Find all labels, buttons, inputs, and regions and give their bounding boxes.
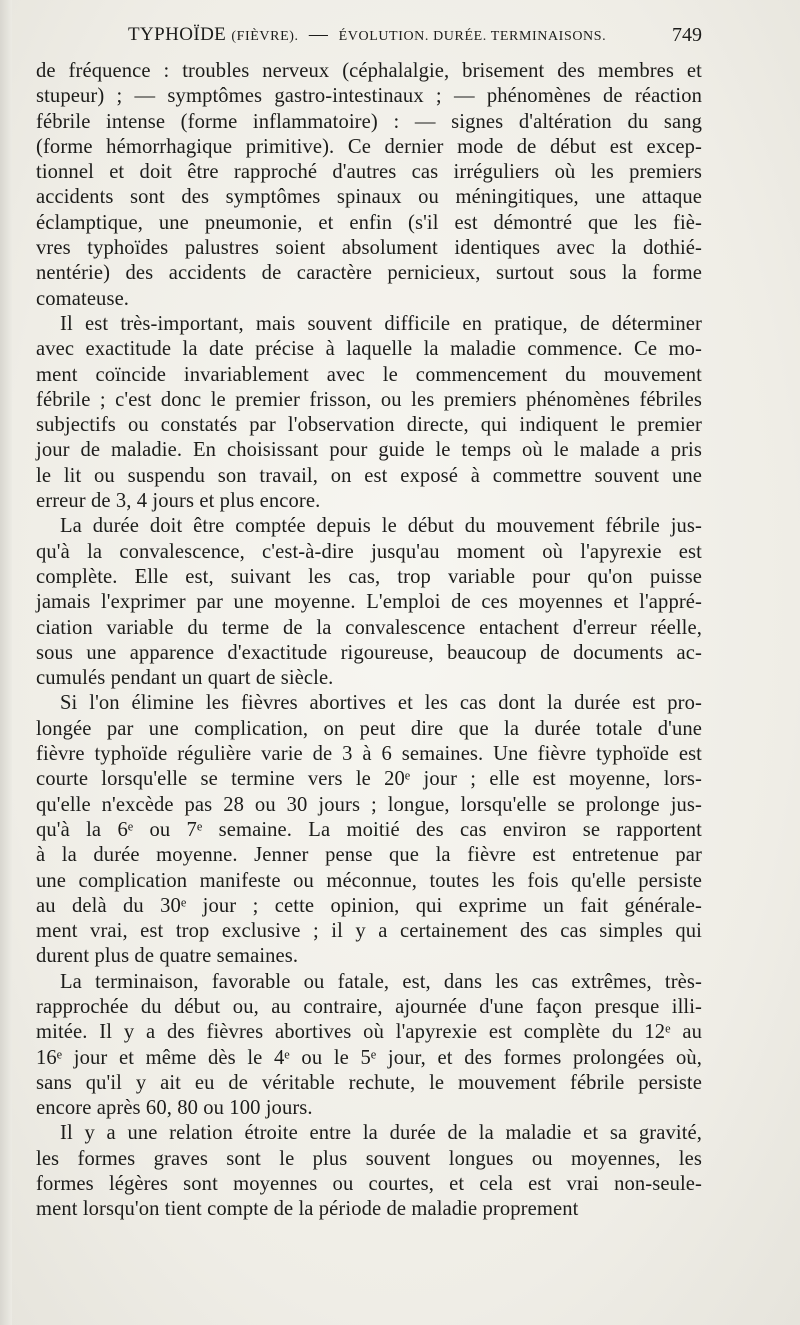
text-line: longée par une complication, on peut dire que la durée totale d'une [36, 717, 702, 740]
text-line: ment coïncide invariablement avec le commencement du mouvement [36, 363, 702, 386]
running-title-paren: (FIÈVRE). [231, 29, 299, 44]
paragraph [36, 514, 702, 691]
text-line: formes légères sont moyennes ou courtes, et cela est vrai non-seule- [36, 1173, 702, 1196]
paragraph [36, 1121, 702, 1222]
text-line: 16ᵉ jour et même dès le 4ᵉ ou le 5ᵉ jour, et des formes prolongées où, [36, 1046, 702, 1069]
running-title-section: ÉVOLUTION. DURÉE. TERMINAISONS. [338, 29, 607, 44]
text-line: ciation variable du terme de la convalescence entachent d'erreur réelle, [36, 616, 702, 639]
text-line: Il y a une relation étroite entre la durée de la maladie et sa gravité, [60, 1122, 702, 1145]
text-line: La terminaison, favorable ou fatale, est, dans les cas extrêmes, très- [60, 970, 702, 993]
text-line: durent plus de quatre semaines. [36, 945, 299, 968]
text-line: cumulés pendant un quart de siècle. [36, 667, 334, 690]
text-line: qu'elle n'excède pas 28 ou 30 jours ; longue, lorsqu'elle se prolonge jus- [36, 793, 702, 816]
text-line: fébrile ; c'est donc le premier frisson, ou les premiers phénomènes fébriles [36, 388, 702, 411]
text-line: complète. Elle est, suivant les cas, trop variable pour qu'on puisse [36, 565, 702, 588]
text-line: erreur de 3, 4 jours et plus encore. [36, 490, 321, 513]
running-title-main: TYPHOÏDE [128, 24, 227, 45]
text-line: (forme hémorrhagique primitive). Ce dernier mode de début est excep- [36, 135, 702, 158]
text-line: mitée. Il y a des fièvres abortives où l'apyrexie est complète du 12ᵉ au [36, 1021, 702, 1044]
text-line: les formes graves sont le plus souvent longues ou moyennes, les [36, 1147, 702, 1170]
text-line: La durée doit être comptée depuis le début du mouvement fébrile jus- [60, 515, 702, 538]
text-line: le lit ou suspendu son travail, on est exposé à commettre souvent une [36, 464, 702, 487]
text-line: accidents sont des symptômes spinaux ou méningitiques, une attaque [36, 186, 702, 209]
page-number: 749 [672, 24, 702, 46]
running-title-dash: — [308, 24, 329, 45]
text-line: courte lorsqu'elle se termine vers le 20ᵉ jour ; elle est moyenne, lors- [36, 768, 702, 791]
paragraph [36, 59, 702, 312]
body-text [36, 59, 702, 1223]
text-line: subjectifs ou constatés par l'observation directe, qui indiquent le premier [36, 414, 702, 437]
text-line: sous une apparence d'exactitude rigoureuse, beaucoup de documents ac- [36, 641, 702, 664]
text-line: fébrile intense (forme inflammatoire) : — signes d'altération du sang [36, 110, 702, 133]
running-header [128, 24, 702, 52]
text-line: Il est très-important, mais souvent difficile en pratique, de déterminer [60, 312, 702, 335]
text-line: ment lorsqu'on tient compte de la période de maladie proprement [36, 1198, 579, 1221]
text-line: à la durée moyenne. Jenner pense que la fièvre est entretenue par [36, 844, 702, 867]
text-line: de fréquence : troubles nerveux (céphalalgie, brisement des membres et [36, 60, 702, 82]
page-gutter-shadow [0, 0, 12, 1325]
text-line: sans qu'il y ait eu de véritable rechute, le mouvement fébrile persiste [36, 1071, 702, 1094]
paragraph [36, 691, 702, 969]
text-line: rapprochée du début ou, au contraire, ajournée d'une façon presque illi- [36, 995, 702, 1018]
text-line: éclamptique, une pneumonie, et enfin (s'il est démontré que les fiè- [36, 211, 702, 234]
text-line: fièvre typhoïde régulière varie de 3 à 6 semaines. Une fièvre typhoïde est [36, 743, 702, 766]
text-line: nentérie) des accidents de caractère pernicieux, surtout sous la forme [36, 262, 702, 285]
text-line: tionnel et doit être rapproché d'autres cas irréguliers où les premiers [36, 161, 702, 184]
paragraph [36, 970, 702, 1122]
text-line: avec exactitude la date précise à laquelle la maladie commence. Ce mo- [36, 338, 702, 361]
running-title [128, 24, 606, 46]
text-line: stupeur) ; — symptômes gastro-intestinaux ; — phénomènes de réaction [36, 85, 702, 108]
text-line: jour de maladie. En choisissant pour guide le temps où le malade a pris [36, 439, 702, 462]
text-line: comateuse. [36, 287, 130, 310]
text-line: qu'à la convalescence, c'est-à-dire jusqu'au moment où l'apyrexie est [36, 540, 702, 563]
paragraph [36, 312, 702, 514]
text-line: vres typhoïdes palustres soient absolument identiques avec la dothié- [36, 237, 702, 260]
text-line: encore après 60, 80 ou 100 jours. [36, 1097, 313, 1120]
text-line: au delà du 30ᵉ jour ; cette opinion, qui exprime un fait générale- [36, 894, 702, 917]
text-line: une complication manifeste ou méconnue, toutes les fois qu'elle persiste [36, 869, 702, 892]
text-line: Si l'on élimine les fièvres abortives et les cas dont la durée est pro- [60, 692, 702, 715]
text-line: qu'à la 6ᵉ ou 7ᵉ semaine. La moitié des cas environ se rapportent [36, 818, 702, 841]
text-line: jamais l'exprimer par une moyenne. L'emploi de ces moyennes et l'appré- [36, 591, 702, 614]
text-line: ment vrai, est trop exclusive ; il y a certainement des cas simples qui [36, 920, 702, 943]
